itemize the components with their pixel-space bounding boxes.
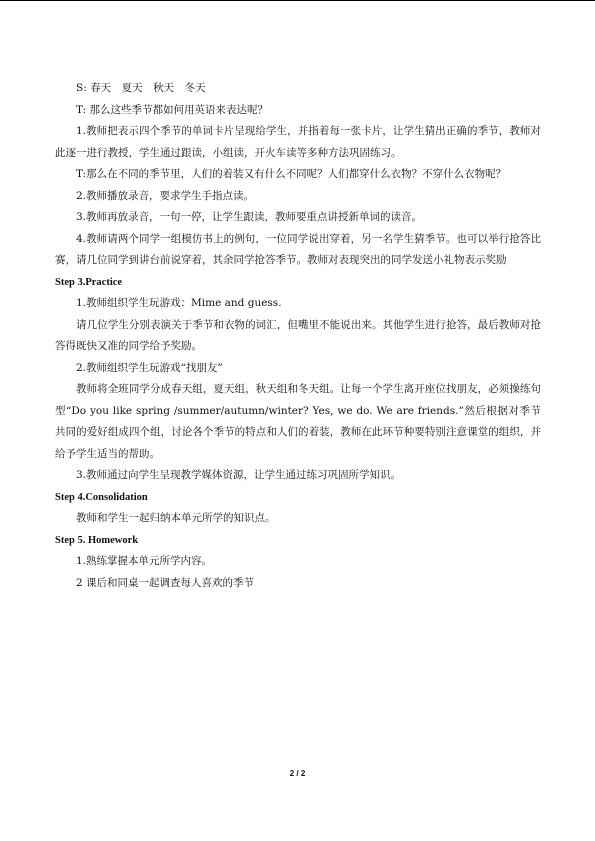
- paragraph-step-word-cards: 1.教师把表示四个季节的单词卡片呈现给学生，并指着每一张卡片，让学生猜出正确的季节，教师对此逐一进行教授，学生通过跟读，小组读，开火车读等多种方法巩固练习。: [55, 125, 541, 159]
- paragraph-seasons-answer: S: 春天 夏天 秋天 冬天: [76, 82, 206, 94]
- paragraph-clothing-question: T:那么在不同的季节里，人们的着装又有什么不同呢？人们都穿什么衣物？不穿什么衣物呢？: [76, 168, 507, 180]
- page-number: 2 / 2: [289, 769, 306, 778]
- paragraph-mime-game: 1.教师组织学生玩游戏：Mime and guess.: [76, 297, 282, 309]
- paragraph-find-friends-description: 教师将全班同学分成春天组，夏天组，秋天组和冬天组。让每一个学生离开座位找朋友，必须操练句型“Do you like spring /summer/autumn/winter? Yes, we do. We are friends.”然后根据对季节共同的爱好组成四个组，讨论各个季节的特点和人们的着装，教师在此环节种要特别注意课堂的组织，并给予学生适当的帮助。: [55, 383, 541, 460]
- paragraph-teacher-question: T: 那么这些季节都如何用英语来表达呢？: [76, 103, 269, 116]
- heading-step-5: Step 5. Homework: [55, 534, 139, 546]
- paragraph-repeat-recording: 3.教师再放录音，一句一停，让学生跟读，教师要重点讲授新单词的读音。: [76, 211, 423, 223]
- top-rule: [0, 0, 595, 1]
- paragraph-media-practice: 3.教师通过向学生呈现教学媒体资源，让学生通过练习巩固所学知识。: [76, 469, 402, 481]
- heading-step-4: Step 4.Consolidation: [55, 491, 148, 503]
- heading-step-3: Step 3.Practice: [55, 276, 123, 288]
- paragraph-consolidation: 教师和学生一起归纳本单元所学的知识点。: [76, 512, 276, 524]
- paragraph-find-friends-game: 2.教师组织学生玩游戏“找朋友”: [76, 361, 223, 374]
- paragraph-pair-practice: 4.教师请两个同学一组模仿书上的例句，一位同学说出穿着，另一名学生猜季节。也可以举行抢答比赛，请几位同学到讲台前说穿着，其余同学抢答季节。教师对表现突出的同学发送小礼物表示奖励: [55, 232, 541, 266]
- paragraph-homework-2: 2 课后和同桌一起调查每人喜欢的季节: [76, 576, 255, 589]
- paragraph-homework-1: 1.熟练掌握本单元所学内容。: [76, 555, 213, 567]
- paragraph-mime-description: 请几位学生分别表演关于季节和衣物的词汇，但嘴里不能说出来。其他学生进行抢答，最后教师对抢答得既快又准的同学给予奖励。: [55, 318, 541, 352]
- document-body: [55, 78, 541, 594]
- paragraph-play-recording: 2.教师播放录音，要求学生手指点读。: [76, 189, 255, 202]
